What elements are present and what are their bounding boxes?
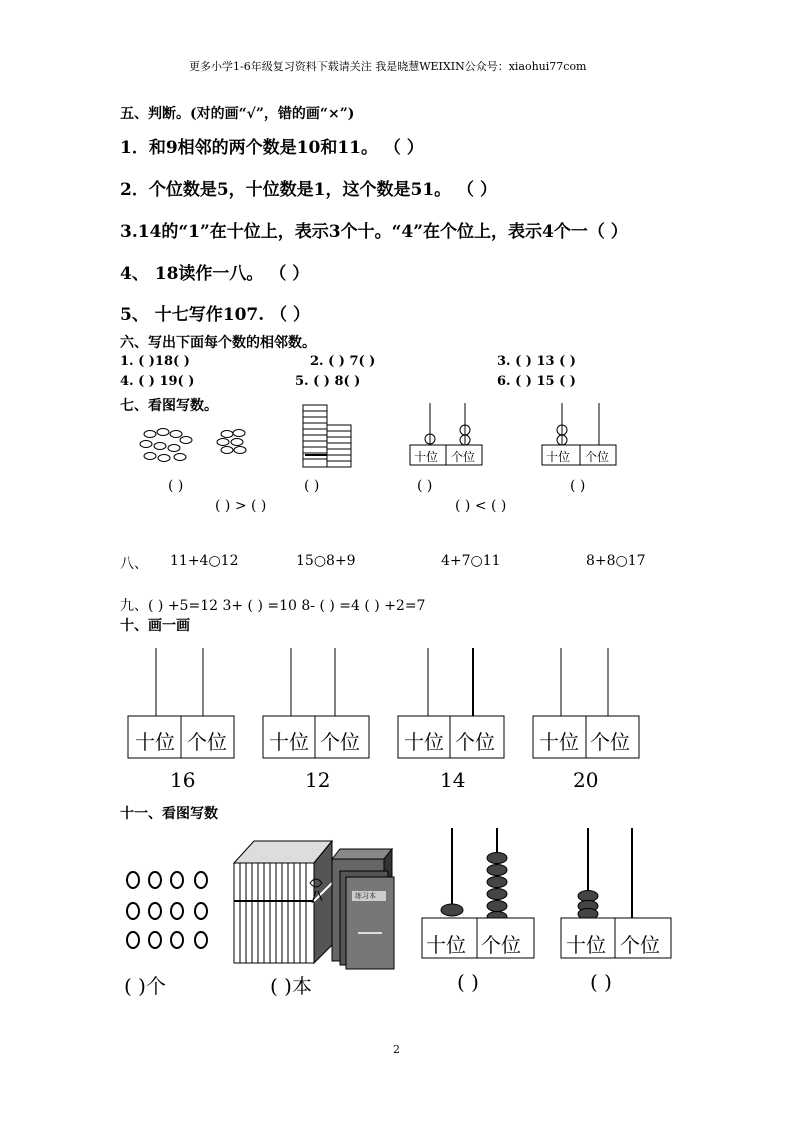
draw1-ones-label: 个位 [187, 730, 227, 754]
section-6-title: 六、写出下面每个数的相邻数。 [120, 335, 316, 351]
abacus1-tens-label: 十位 [414, 450, 439, 464]
page-header: 更多小学1-6年级复习资料下载请关注 我是晓慧WEIXIN公众号：xiaohui77com [189, 60, 587, 73]
draw3-number: 14 [440, 768, 466, 792]
draw1-tens-label: 十位 [135, 730, 175, 754]
draw2-ones-label: 个位 [320, 730, 360, 754]
abacus2-tens-label: 十位 [546, 450, 571, 464]
neighbor-6: 6. ( ) 15 ( ) [497, 374, 576, 389]
compare-item-4: 8+8○17 [586, 553, 646, 569]
judge-item-1: 1．和9相邻的两个数是10和11。 （ ） [120, 138, 424, 158]
neighbor-2: 2. ( ) 7( ) [310, 354, 376, 369]
oval-group-6 [215, 428, 250, 458]
section-9-equations: 九、( ) +5=12 3+ ( ) =10 8- ( ) =4 ( ) +2=7 [120, 598, 426, 614]
section-10-title: 十、画一画 [120, 618, 190, 634]
neighbor-3: 3. ( ) 13 ( ) [497, 354, 576, 369]
abacus1-ones-label: 个位 [451, 450, 476, 464]
section-5-title: 五、判断。(对的画“√”，错的画“×”) [120, 106, 355, 122]
answer-blank-ovals[interactable]: ( ) [168, 478, 184, 494]
neighbor-1: 1. ( )18( ) [120, 354, 190, 369]
answer-blank-circles[interactable]: ( )个 [124, 974, 166, 998]
compare-lt[interactable]: ( ) < ( ) [455, 498, 507, 514]
abacus3d1-ones-label: 个位 [481, 933, 521, 957]
abacus2-ones-label: 个位 [585, 450, 610, 464]
judge-item-2: 2．个位数是5，十位数是1，这个数是51。 （ ） [120, 180, 497, 200]
draw2-tens-label: 十位 [269, 730, 309, 754]
abacus3d2-ones-label: 个位 [620, 933, 660, 957]
compare-item-1: 11+4○12 [170, 553, 239, 569]
page-number: 2 [393, 1043, 400, 1056]
section-8-label: 八、 [120, 556, 148, 572]
abacus3d2-tens-label: 十位 [566, 933, 606, 957]
draw1-number: 16 [170, 768, 196, 792]
oval-group-10 [140, 428, 200, 468]
answer-blank-abacus1[interactable]: ( ) [417, 478, 433, 494]
answer-blank-abacus2[interactable]: ( ) [570, 478, 586, 494]
neighbor-4: 4. ( ) 19( ) [120, 374, 195, 389]
abacus3d1-tens-label: 十位 [426, 933, 466, 957]
judge-item-3: 3.14的“1”在十位上，表示3个十。“4”在个位上，表示4个一（ ） [120, 222, 628, 242]
draw4-ones-label: 个位 [590, 730, 630, 754]
compare-item-3: 4+7○11 [441, 553, 501, 569]
draw2-number: 12 [305, 768, 331, 792]
judge-item-4: 4、 18读作一八。 （ ） [120, 264, 310, 284]
draw3-ones-label: 个位 [455, 730, 495, 754]
draw4-tens-label: 十位 [539, 730, 579, 754]
draw3-tens-label: 十位 [404, 730, 444, 754]
book-cover-label: 练习本 [355, 892, 376, 900]
answer-blank-abacus3d2[interactable]: ( ) [590, 970, 612, 994]
section-11-title: 十一、看图写数 [120, 806, 218, 822]
answer-blank-books[interactable]: ( )本 [270, 974, 312, 998]
answer-blank-sticks[interactable]: ( ) [304, 478, 320, 494]
compare-item-2: 15○8+9 [296, 553, 356, 569]
answer-blank-abacus3d1[interactable]: ( ) [457, 970, 479, 994]
judge-item-5: 5、 十七写作107. （ ） [120, 305, 310, 325]
section-7-title: 七、看图写数。 [120, 398, 218, 414]
draw4-number: 20 [573, 768, 599, 792]
compare-gt[interactable]: ( ) > ( ) [215, 498, 267, 514]
stick-bundle-icon [301, 405, 356, 470]
neighbor-5: 5. ( ) 8( ) [295, 374, 361, 389]
circle-grid-12 [125, 868, 215, 958]
book-bundle-icon [232, 833, 402, 968]
